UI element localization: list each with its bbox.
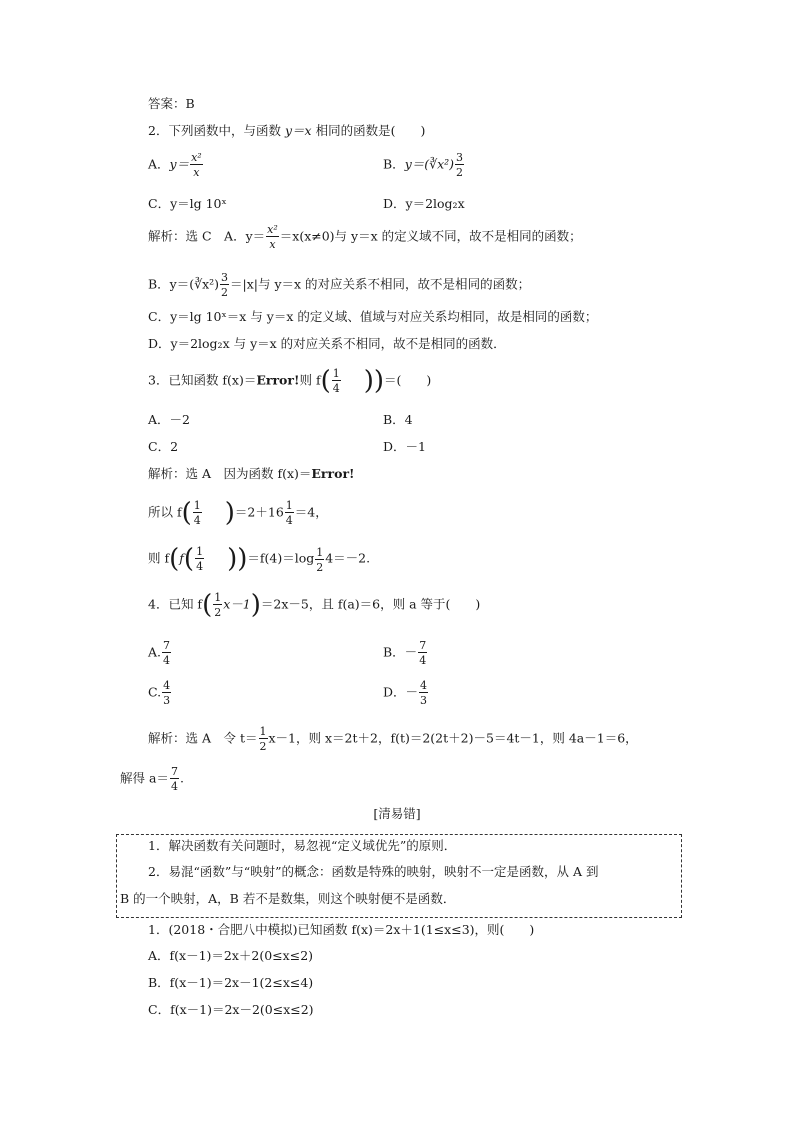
- q4-sol-num: 1: [259, 725, 267, 738]
- q4-stem: [148, 592, 480, 618]
- q4-solution-1: [148, 726, 638, 752]
- tip-2-line-1: 2．易混“函数”与“映射”的概念：函数是特殊的映射，映射不一定是函数，从 A 到: [148, 864, 599, 879]
- q5-option-b: B．f(x－1)＝2x－1(2≤x≤4): [148, 975, 314, 990]
- q4-option-b-num: 7: [419, 639, 427, 652]
- q3-solution-3-c: 4＝－2.: [325, 550, 371, 566]
- q2-option-b-left: y＝(∛x²): [404, 156, 455, 172]
- q5-stem: 1．(2018・合肥八中模拟)已知函数 f(x)＝2x＋1(1≤x≤3)，则( ): [148, 922, 535, 937]
- q2-solution-b: [148, 272, 530, 298]
- q2-stem-expr: y＝x: [284, 123, 312, 138]
- q2-option-a-num: x²: [191, 151, 202, 164]
- section-title: [清易错]: [373, 806, 421, 821]
- q2-solution-c: C．y＝lg 10ˣ＝x 与 y＝x 的定义域、值域与对应关系均相同，故是相同的函数；: [148, 309, 598, 324]
- q3-error-text: Error!: [256, 372, 300, 388]
- q4-option-c: [148, 680, 172, 706]
- q3-sol2-paren-open: (: [181, 498, 192, 528]
- q4-stem-num: 1: [214, 591, 222, 604]
- q3-solution-error-text: Error!: [311, 466, 355, 481]
- q2-option-a-label: A．: [148, 156, 170, 172]
- q4-sol2-num: 7: [170, 765, 178, 778]
- q4-stem-b: x－1: [223, 596, 251, 612]
- q5-option-c: C．f(x－1)＝2x－2(0≤x≤2): [148, 1002, 314, 1017]
- q3-stem: [148, 368, 431, 394]
- q4-option-b-fraction: [418, 640, 427, 666]
- q3-solution-1-text: 解析：选 A 因为函数 f(x)＝: [148, 466, 312, 481]
- q3-solution-3: 则 f(f( $\frac{1}{4}$ ))＝f(4)＝log $\frac{1}{2}$ 4＝－2.: [148, 544, 371, 574]
- q2-solution-b-den: 2: [221, 286, 229, 299]
- q3-option-b: B．4: [383, 412, 413, 427]
- q2-option-b-den: 2: [456, 166, 464, 179]
- q2-stem-b: 相同的函数是( ): [315, 123, 426, 138]
- q3-sol3-num2: 1: [316, 545, 324, 559]
- q3-option-a: A．－2: [148, 412, 190, 427]
- q4-solution-1-a: 解析：选 A 令 t＝: [148, 730, 258, 746]
- q2-option-b-label: B．: [383, 156, 405, 172]
- q3-solution-2-fraction-2: [285, 500, 294, 526]
- q3-sol3-paren-open-2: (: [183, 544, 195, 574]
- q3-solution-2-a: 所以 f: [148, 504, 182, 520]
- q2-option-b-fraction: [455, 152, 464, 178]
- q5-option-a: A．f(x－1)＝2x＋2(0≤x≤2): [148, 948, 314, 963]
- q3-solution-1: [148, 468, 355, 481]
- q4-option-a: [148, 640, 172, 666]
- q4-sol-den: 2: [259, 740, 267, 753]
- q4-option-b-den: 4: [419, 654, 427, 667]
- q2-stem-a: 2．下列函数中，与函数: [148, 123, 281, 138]
- q3-paren-open: (: [320, 366, 331, 396]
- q4-option-a-label: A.: [148, 644, 162, 660]
- q3-sol2-num2: 1: [285, 499, 293, 512]
- q4-paren-open: (: [202, 590, 213, 620]
- tip-2-line-2: B 的一个映射，A，B 若不是数集，则这个映射便不是函数．: [120, 891, 456, 906]
- q2-solution-a-fraction: [266, 224, 279, 250]
- q3-stem-fraction: [332, 368, 341, 394]
- q4-option-c-fraction: [162, 680, 171, 706]
- q2-solution-b-fraction: [220, 272, 229, 298]
- q4-solution-1-b: x－1，则 x＝2t＋2，f(t)＝2(2t＋2)－5＝4t－1，则 4a－1＝6，: [268, 730, 638, 746]
- q3-sol3-den2: 2: [316, 560, 324, 574]
- q2-stem: [148, 125, 425, 138]
- q2-solution-a-rest: ＝x(x≠0)与 y＝x 的定义域不同，故不是相同的函数；: [279, 228, 582, 244]
- q3-sol3-den: 4: [196, 560, 204, 573]
- q4-option-b-label: B．－: [383, 644, 418, 660]
- q2-solution-d: D．y＝2log₂x 与 y＝x 的对应关系不相同，故不是相同的函数．: [148, 336, 506, 351]
- q3-sol3-num: 1: [196, 545, 204, 558]
- q4-stem-fraction: [213, 592, 222, 618]
- q4-option-c-label: C.: [148, 684, 162, 700]
- q3-sol3-paren-close: )): [227, 544, 248, 574]
- q4-solution-2-a: 解得 a＝: [120, 770, 169, 786]
- answer-line: 答案：B: [148, 96, 195, 111]
- q4-solution-2-b: .: [179, 770, 184, 786]
- q3-solution-3-fraction: [195, 546, 204, 572]
- q3-stem-c: ＝( ): [384, 372, 432, 388]
- q2-option-d: D．y＝2log₂x: [383, 196, 465, 211]
- q3-solution-3-fraction-2: [315, 547, 324, 573]
- q3-solution-2-fraction: [193, 500, 202, 526]
- q4-stem-c: ＝2x－5，且 f(a)＝6，则 a 等于( ): [260, 596, 481, 612]
- q4-option-b: [383, 640, 428, 666]
- q2-option-a: [148, 152, 204, 178]
- q4-option-d-label: D．－: [383, 684, 419, 700]
- q2-solution-a-num: x²: [267, 223, 278, 236]
- tip-1: 1．解决函数有关问题时，易忽视“定义域优先”的原则．: [148, 838, 457, 853]
- q3-solution-2: [148, 500, 328, 526]
- q4-option-d-den: 3: [420, 694, 428, 707]
- q2-solution-b-num: 3: [221, 271, 229, 284]
- q4-option-d-num: 4: [420, 679, 428, 692]
- q2-solution-b-text: B．y＝(∛x²): [148, 276, 220, 292]
- q4-option-a-num: 7: [163, 639, 171, 652]
- q3-solution-3-b: ＝f(4)＝log: [247, 550, 315, 566]
- q3-option-d: D．－1: [383, 439, 426, 454]
- q2-solution-a-text: 解析：选 C A．y＝: [148, 228, 266, 244]
- q3-solution-3-a: 则 f: [148, 550, 170, 566]
- q4-stem-a: 4．已知 f: [148, 596, 203, 612]
- q2-solution-a: [148, 224, 582, 250]
- q4-solution-2-fraction: [170, 766, 179, 792]
- q4-paren-close: ): [250, 590, 261, 620]
- q4-sol2-den: 4: [170, 780, 178, 793]
- q3-sol2-paren-close: ): [224, 498, 235, 528]
- q3-option-c: C．2: [148, 439, 179, 454]
- q2-option-a-den: x: [193, 166, 200, 179]
- q3-stem-b: 则 f: [299, 372, 321, 388]
- q4-stem-den: 2: [214, 606, 222, 619]
- q4-solution-2: [120, 766, 184, 792]
- q4-option-a-den: 4: [163, 654, 171, 667]
- q3-stem-num: 1: [332, 367, 340, 380]
- q2-option-a-fraction: [190, 152, 203, 178]
- q3-sol2-num: 1: [193, 499, 201, 512]
- q3-solution-2-b: ＝2＋16: [234, 504, 284, 520]
- q4-solution-1-fraction: [259, 726, 268, 752]
- q3-solution-2-c: ＝4，: [294, 504, 328, 520]
- q4-option-c-num: 4: [163, 679, 171, 692]
- q3-stem-a: 3．已知函数 f(x)＝: [148, 372, 257, 388]
- q2-option-a-left: y＝: [169, 156, 190, 172]
- q2-solution-a-den: x: [269, 238, 276, 251]
- q3-sol2-den: 4: [193, 514, 201, 527]
- q2-option-c: C．y＝lg 10ˣ: [148, 196, 227, 211]
- q3-sol2-den2: 4: [285, 514, 293, 527]
- q4-option-d: [383, 680, 429, 706]
- q3-paren-close: )): [363, 366, 385, 396]
- q4-option-d-fraction: [419, 680, 428, 706]
- q3-sol3-paren-open: (: [169, 544, 180, 574]
- q4-option-a-fraction: [162, 640, 171, 666]
- q4-option-c-den: 3: [163, 694, 171, 707]
- q2-option-b-num: 3: [456, 151, 464, 164]
- q2-solution-b-rest: ＝|x|与 y＝x 的对应关系不相同，故不是相同的函数；: [230, 276, 531, 292]
- q3-stem-den: 4: [332, 382, 340, 395]
- q2-option-b: [383, 152, 465, 178]
